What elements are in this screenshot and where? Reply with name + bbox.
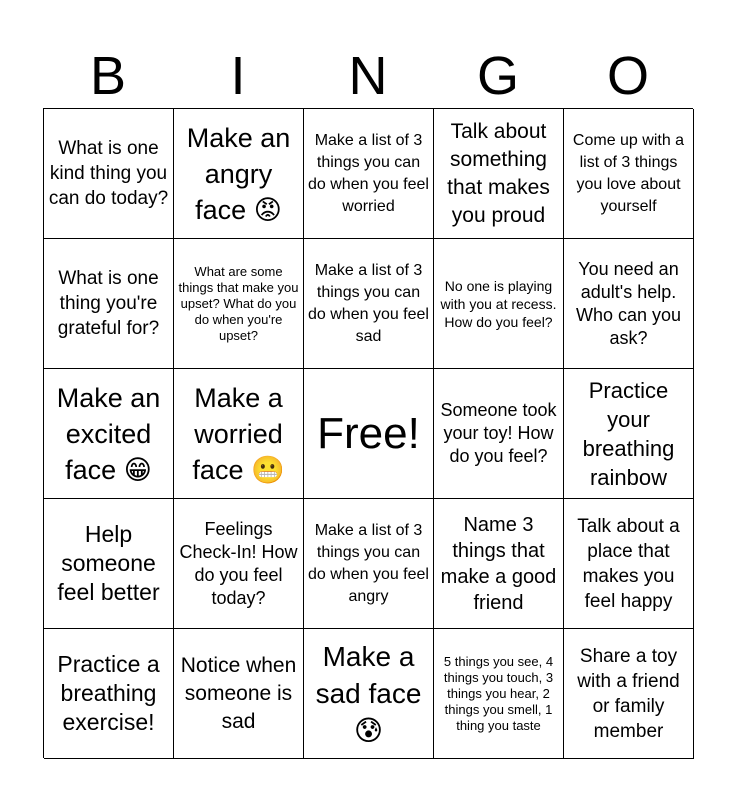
cell-text: What are some things that make you upset? What do you do when you're upset? xyxy=(178,263,299,343)
cell-text: Make a list of 3 things you can do when you feel sad xyxy=(308,261,429,345)
bingo-cell[interactable] xyxy=(44,499,174,629)
bingo-cell[interactable] xyxy=(304,109,434,239)
cell-text: Practice a breathing exercise! xyxy=(57,651,160,735)
cell-text: Make a list of 3 things you can do when you feel worried xyxy=(308,131,429,215)
header-letter-b: B xyxy=(89,46,127,106)
bingo-cell[interactable] xyxy=(174,109,304,239)
header-letter-o: O xyxy=(606,46,649,106)
bingo-cell[interactable] xyxy=(434,239,564,369)
cell-text: Make a list of 3 things you can do when you feel angry xyxy=(308,521,429,605)
bingo-cell[interactable] xyxy=(564,369,694,499)
cell-text: Talk about a place that makes you feel happy xyxy=(577,515,680,612)
bingo-cell[interactable] xyxy=(44,109,174,239)
cell-text: Feelings Check-In! How do you feel today? xyxy=(179,518,298,608)
bingo-cell[interactable] xyxy=(434,109,564,239)
bingo-grid xyxy=(43,108,693,758)
cell-text: Share a toy with a friend or family member xyxy=(577,645,680,742)
cell-text: 5 things you see, 4 things you touch, 3 things you hear, 2 things you smell, 1 thing you taste xyxy=(443,653,554,733)
cell-text: Notice when someone is sad xyxy=(180,653,297,733)
cell-text: Help someone feel better xyxy=(57,521,160,605)
bingo-cell[interactable] xyxy=(174,499,304,629)
bingo-cell[interactable] xyxy=(304,239,434,369)
cell-text: Someone took your toy! How do you feel? xyxy=(440,400,557,466)
cell-text: What is one thing you're grateful for? xyxy=(57,268,160,339)
cell-text: No one is playing with you at recess. How do you feel? xyxy=(440,277,557,330)
cell-text: Make an excited face 😁 xyxy=(56,382,161,485)
cell-text: Make an angry face 😡 xyxy=(186,122,291,225)
bingo-cell[interactable] xyxy=(564,239,694,369)
cell-text: Free! xyxy=(317,408,420,458)
cell-text: You need an adult's help. Who can you ask? xyxy=(575,258,682,348)
free-space[interactable] xyxy=(304,369,434,499)
bingo-cell[interactable] xyxy=(44,369,174,499)
cell-text: Name 3 things that make a good friend xyxy=(440,513,557,614)
cell-text: Make a worried face 😬 xyxy=(192,382,285,485)
cell-text: Come up with a list of 3 things you love about yourself xyxy=(572,131,685,215)
bingo-cell[interactable] xyxy=(44,629,174,759)
bingo-cell[interactable] xyxy=(304,499,434,629)
header-letter-g: G xyxy=(476,46,519,106)
cell-text: Make a sad face 😰 xyxy=(315,641,422,746)
cell-text: Talk about something that makes you proud xyxy=(447,119,550,227)
cell-text: What is one kind thing you can do today? xyxy=(48,138,169,209)
bingo-cell[interactable] xyxy=(564,629,694,759)
header-letter-n: N xyxy=(348,46,388,106)
bingo-cell[interactable] xyxy=(434,499,564,629)
bingo-header xyxy=(43,44,693,108)
bingo-cell[interactable] xyxy=(564,109,694,239)
bingo-cell[interactable] xyxy=(174,239,304,369)
bingo-cell[interactable] xyxy=(174,369,304,499)
header-letter-i: I xyxy=(230,46,246,106)
cell-text: Practice your breathing rainbow xyxy=(582,377,675,490)
bingo-cell[interactable] xyxy=(174,629,304,759)
bingo-cell[interactable] xyxy=(304,629,434,759)
bingo-cell[interactable] xyxy=(44,239,174,369)
bingo-cell[interactable] xyxy=(564,499,694,629)
bingo-cell[interactable] xyxy=(434,369,564,499)
bingo-cell[interactable] xyxy=(434,629,564,759)
